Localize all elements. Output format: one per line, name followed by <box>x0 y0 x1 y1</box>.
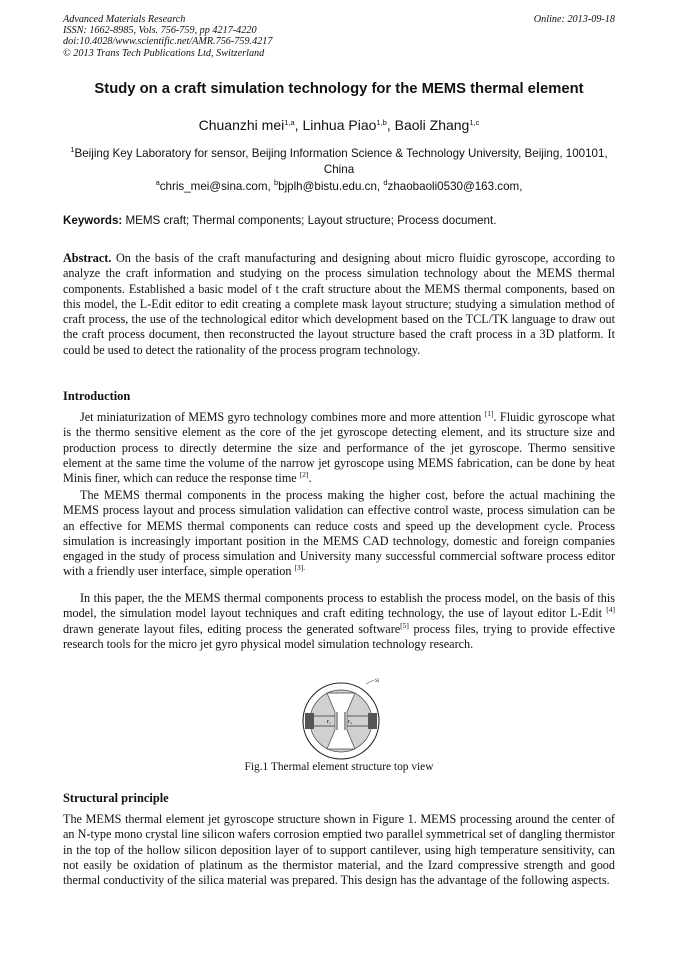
section-heading-structural: Structural principle <box>63 791 169 805</box>
left-electrode-pad <box>305 713 314 729</box>
author-list <box>40 117 638 133</box>
email-link[interactable]: bjplh@bistu.edu.cn, <box>278 180 384 193</box>
label-r2: r₂ <box>348 719 353 725</box>
intro-paragraph-2 <box>63 488 615 580</box>
keywords-label: Keywords: <box>63 214 123 227</box>
copyright-line: © 2013 Trans Tech Publications Ltd, Switzerland <box>63 47 265 59</box>
figure-caption: Fig.1 Thermal element structure top view <box>244 761 434 773</box>
doi-line: doi:10.4028/www.scientific.net/AMR.756-759.4217 <box>63 36 273 48</box>
affiliation-text: Beijing Key Laboratory for sensor, Beijing Information Science & Technology University, Beijing, 100101, China <box>74 147 608 176</box>
email-mark: d <box>383 178 388 187</box>
paragraph-text: . <box>308 471 312 486</box>
issn-line: ISSN: 1662-8985, Vols. 756-759, pp 4217-4220 <box>63 25 257 37</box>
author-separator: , <box>294 117 303 133</box>
author-name: Linhua Piao <box>302 117 377 133</box>
journal-name: Advanced Materials Research <box>63 14 186 25</box>
paragraph-text: . Fluidic gyroscope what is the thermo sensitive element as the core of the jet gyroscope detecting element, and its structure size and production process to directly determine the size and performance of the jet gyroscope. Thermo sensitive element at the same time the volume of the narrow jet gyroscope using MEMS fabrication, can be done by heat Minis finer, which can reduce the response time <box>63 410 615 486</box>
email-mark: a <box>155 178 160 187</box>
author-name: Chuanzhi mei <box>198 117 285 133</box>
label-si: Si <box>375 679 380 684</box>
keywords-text: MEMS craft; Thermal components; Layout structure; Process document. <box>122 214 497 227</box>
author-affiliation-mark: 1,a <box>284 118 295 127</box>
intro-paragraph-1 <box>63 410 615 486</box>
affiliation-mark: 1 <box>70 145 75 154</box>
citation-ref[interactable]: [5] <box>400 620 409 630</box>
paragraph-text: drawn generate layout files, editing process the generated software <box>63 621 401 636</box>
author-affiliation-mark: 1,c <box>469 118 480 127</box>
paper-title: Study on a craft simulation technology for the MEMS thermal element <box>94 81 584 97</box>
si-leader-line <box>366 680 374 684</box>
abstract <box>63 251 615 358</box>
email-link[interactable]: zhaobaoli0530@163.com, <box>387 180 523 193</box>
structural-paragraph-1: The MEMS thermal element jet gyroscope structure shown in Figure 1. MEMS processing around the center of an N-type mono crystal line silicon wafers corrosion emptied two parallel symmetrical set of dangling thermistor in the top of the hollow silicon deposition layer of to support cantilever, using high temperature sensitivity, can not easily be oxidation of platinum as the thermistor material, and the Izard compressive strength and good thermal conductivity of the silica material was prepared. This design has the advantage of the following aspects. <box>63 812 615 888</box>
right-electrode-pad <box>368 713 377 729</box>
email-link[interactable]: chris_mei@sina.com, <box>159 180 274 193</box>
author-separator: , <box>386 117 395 133</box>
abstract-label: Abstract. <box>63 251 112 265</box>
citation-ref[interactable]: [1] <box>484 409 494 418</box>
page-header <box>63 14 615 59</box>
email-list <box>40 180 638 193</box>
citation-ref[interactable]: [2] <box>299 470 309 480</box>
citation-ref[interactable]: [3]. <box>294 563 306 573</box>
label-r1: r₁ <box>327 719 332 725</box>
abstract-text: On the basis of the craft manufacturing and designing about micro fluidic gyroscope, according to analyze the craft information and studying on the process simulation technology about the MEMS thermal components. Established a basic model of t the craft structure about the MEMS thermal components, based on this model, the L-Edit editor to edit creating a complete mask layout structure; studying a simulation method of craft process, the use of the technological editor which development based on the TCL/TK language to draw out the craft process document, then reconstructed the layout structure based the craft process in a 3D platform. It could be used to detect the rationality of the process program technology. <box>63 251 615 357</box>
paragraph-text: In this paper, the the MEMS thermal components process to establish the process model, on the basis of this model, the simulation model layout techniques and craft editing technology, the use of layout editor L-Edit <box>63 591 615 621</box>
author-affiliation-mark: 1,b <box>376 118 387 127</box>
author-name: Baoli Zhang <box>394 117 470 133</box>
paragraph-text: process files, trying to provide effective research tools for the micro jet gyro physical model simulation technology research. <box>63 621 615 651</box>
intro-paragraph-3 <box>63 591 615 652</box>
citation-ref[interactable]: [4] <box>606 605 615 615</box>
affiliation <box>60 146 618 178</box>
paragraph-text: Jet miniaturization of MEMS gyro technology combines more and more attention <box>80 410 485 424</box>
section-heading-introduction: Introduction <box>63 389 131 403</box>
thermal-element-figure <box>298 676 384 762</box>
keywords <box>63 214 615 227</box>
paragraph-text: The MEMS thermal components in the process making the higher cost, before the actual machining the MEMS process layout and process simulation validation can effective control waste, process simulation can be an effective for MEMS thermal components can reduce costs and speed up the development cycle. Process simulation is increasingly important position in the MEMS CAD technology, domestic and foreign companies engaged in the study of process simulation and University many successful commercial software process editor with a friendly user interface, simple operation <box>63 488 615 579</box>
email-mark: b <box>273 178 279 187</box>
online-date: Online: 2013-09-18 <box>533 14 615 25</box>
